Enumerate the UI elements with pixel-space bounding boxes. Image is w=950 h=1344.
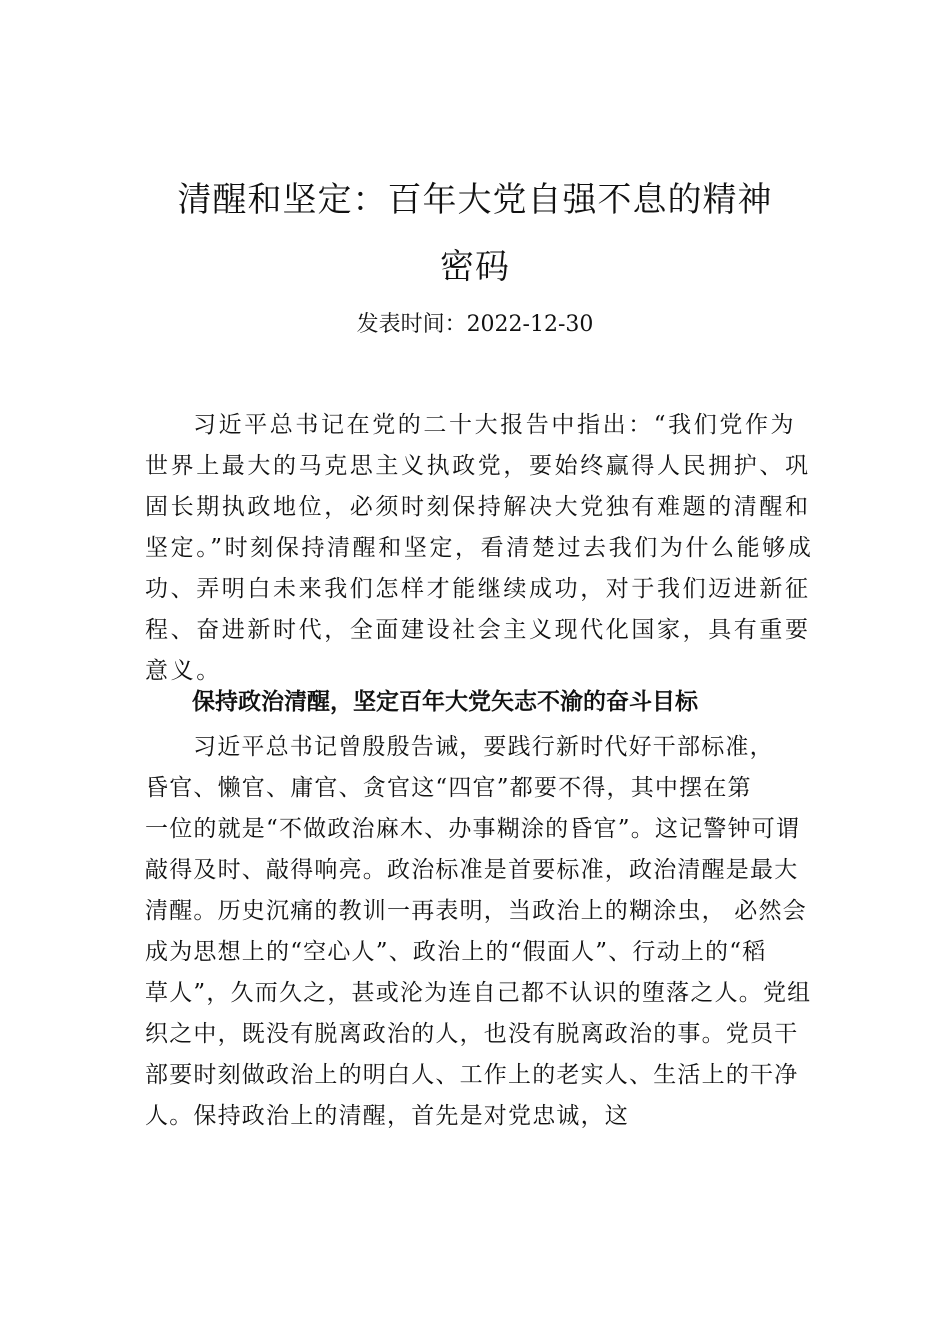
paragraph-1 [145,405,825,692]
paragraph-line: 功、弄明白未来我们怎样才能继续成功，对于我们迈进新征 [145,576,811,602]
paragraph-line: 人。保持政治上的清醒，首先是对党忠诚，这 [145,1103,629,1129]
paragraph-line: 清醒。历史沉痛的教训一再表明，当政治上的糊涂虫， 必然会 [145,898,807,924]
paragraph-line: 成为思想上的“空心人”、政治上的“假面人”、行动上的“稻 [145,939,767,965]
paragraph-line: 习近平总书记在党的二十大报告中指出：“我们党作为 [193,412,797,438]
paragraph-line: 一位的就是“不做政治麻木、办事糊涂的昏官”。这记警钟可谓 [145,816,801,842]
publish-date: 发表时间：2022-12-30 [356,312,594,337]
paragraph-line: 意义。 [145,658,222,684]
document-title-line-2: 密码 [440,247,510,287]
paragraph-line: 部要时刻做政治上的明白人、工作上的老实人、生活上的干净 [145,1062,799,1088]
section-heading: 保持政治清醒，坚定百年大党矢志不渝的奋斗目标 [192,689,698,715]
paragraph-line: 习近平总书记曾殷殷告诫，要践行新时代好干部标准， [193,734,774,760]
paragraph-line: 织之中，既没有脱离政治的人，也没有脱离政治的事。党员干 [145,1021,799,1047]
paragraph-line: 昏官、懒官、庸官、贪官这“四官”都要不得，其中摆在第 [145,775,752,801]
paragraph-line: 草人”，久而久之，甚或沦为连自己都不认识的堕落之人。党组 [145,980,812,1006]
paragraph-2 [145,727,825,1137]
paragraph-line: 坚定。”时刻保持清醒和坚定，看清楚过去我们为什么能够成 [145,535,814,561]
paragraph-line: 世界上最大的马克思主义执政党，要始终赢得人民拥护、巩 [145,453,811,479]
paragraph-line: 固长期执政地位，必须时刻保持解决大党独有难题的清醒和 [145,494,811,520]
paragraph-line: 敲得及时、敲得响亮。政治标准是首要标准，政治清醒是最大 [145,857,799,883]
paragraph-line: 程、奋进新时代，全面建设社会主义现代化国家，具有重要 [145,617,811,643]
document-title-line-1: 清醒和坚定：百年大党自强不息的精神 [177,180,773,220]
